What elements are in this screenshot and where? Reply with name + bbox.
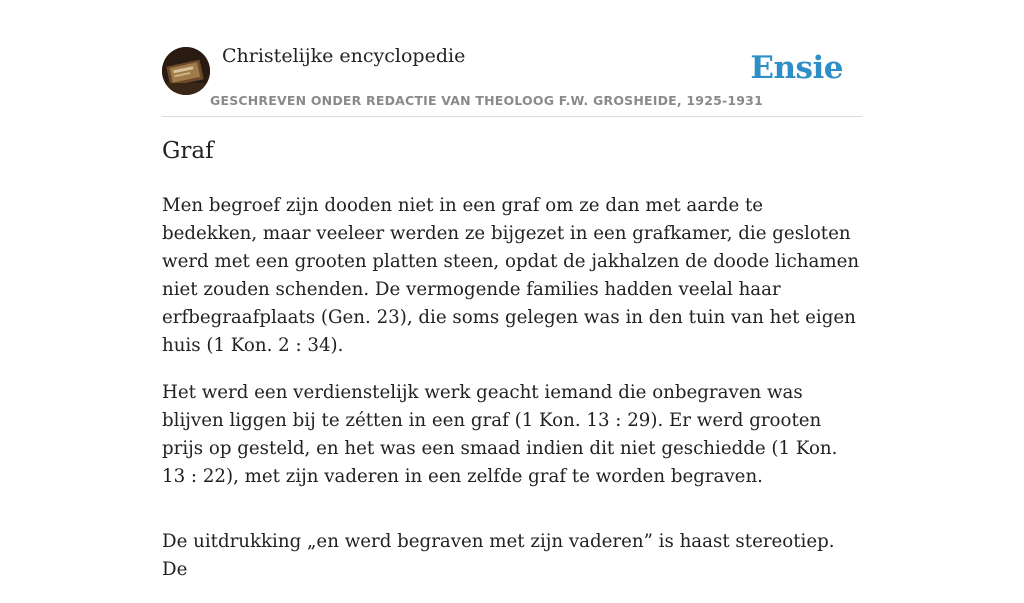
site-subtitle: GESCHREVEN ONDER REDACTIE VAN THEOLOOG F.W. GROSHEIDE, 1925-1931 xyxy=(210,93,763,108)
paragraph: Het werd een verdienstelijk werk geacht iemand die onbegraven was blijven liggen bij te zétten in een graf (1 Kon. 13 : 29). Er werd grooten prijs op gesteld, en het was een smaad indien dit niet geschiedde (1 Kon. 13 : 22), met zijn vaderen in een zelfde graf te worden begraven. xyxy=(162,382,838,487)
paragraph: De uitdrukking „en werd begraven met zijn vaderen” is haast stereotiep. De xyxy=(162,531,835,580)
book-cover-icon xyxy=(162,47,210,95)
page xyxy=(162,0,862,580)
site-avatar[interactable] xyxy=(162,47,210,95)
ensie-logo[interactable]: Ensie xyxy=(750,50,843,86)
article-body xyxy=(162,192,862,603)
site-title[interactable]: Christelijke encyclopedie xyxy=(222,45,466,67)
article-title: Graf xyxy=(162,138,214,164)
paragraph: Men begroef zijn dooden niet in een graf om ze dan met aarde te bedekken, maar veeleer werden ze bijgezet in een grafkamer, die gesloten werd met een grooten platten steen, opdat de jakhalzen de doode lichamen niet zouden schenden. De vermogende families hadden veelal haar erfbegraafplaats (Gen. 23), die soms gelegen was in den tuin van het eigen huis (1 Kon. 2 : 34). xyxy=(162,195,860,356)
site-header xyxy=(162,0,862,117)
